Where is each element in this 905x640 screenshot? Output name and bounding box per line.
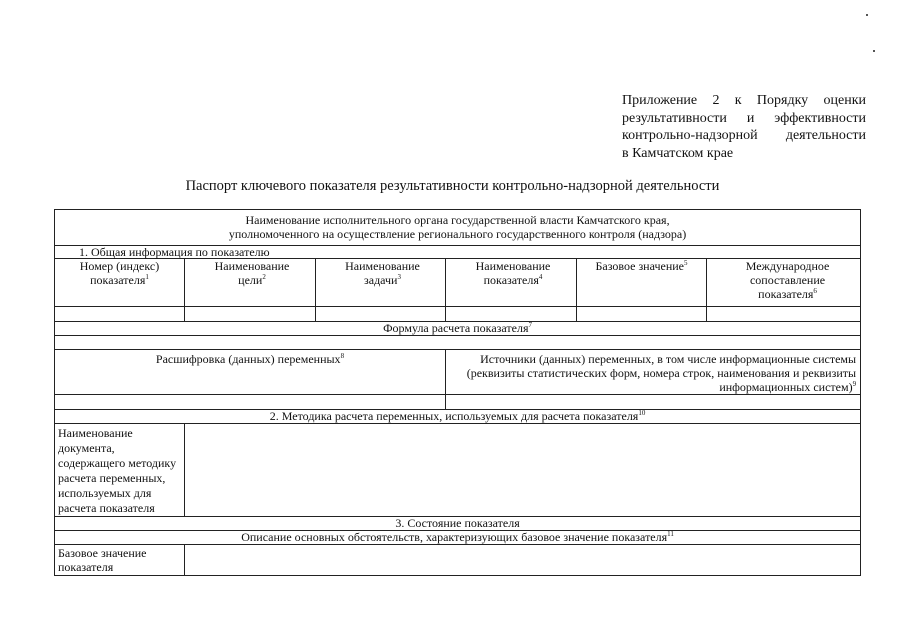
base-value-row	[55, 545, 861, 576]
sources-heading: Источники (данных) переменных, в том числе информационные системы (реквизиты статистических форм, номера строк, наименования и реквизиты информационных систем)$^9$	[446, 350, 861, 395]
formula-value-row	[55, 336, 861, 350]
document-title: Паспорт ключевого показателя результативности контрольно-надзорной деятельности	[185, 178, 720, 194]
organ-header-cell	[55, 210, 861, 246]
circumstances-row	[55, 531, 861, 545]
values-row	[55, 307, 861, 322]
formula-row	[55, 322, 861, 336]
value-cell	[55, 307, 185, 322]
formula-value-cell	[55, 336, 861, 350]
section-2-heading: 2. Методика расчета переменных, используемых для расчета показателя$^{10}$	[55, 410, 861, 424]
method-row	[55, 424, 861, 517]
column-header: Международное сопоставление показателя$^6$	[707, 259, 861, 307]
column-header: Номер (индекс) показателя$^1$	[55, 259, 185, 307]
organ-line: уполномоченного на осуществление регионального государственного контроля (надзора)	[228, 227, 687, 241]
scan-mark	[866, 14, 868, 16]
section-row	[55, 410, 861, 424]
column-header: Наименование показателя$^4$	[446, 259, 577, 307]
column-header: Наименование задачи$^3$	[316, 259, 446, 307]
value-cell	[577, 307, 707, 322]
appendix-line: результативности и эффективности	[622, 110, 866, 126]
appendix-line: в Камчатском крае	[622, 145, 734, 161]
section-3-heading: 3. Состояние показателя	[55, 517, 861, 531]
column-header: Наименование цели$^2$	[185, 259, 316, 307]
value-cell	[316, 307, 446, 322]
passport-table	[54, 209, 861, 576]
decoding-heading: Расшифровка (данных) переменных$^8$	[55, 350, 446, 395]
organ-row	[55, 210, 861, 246]
organ-line: Наименование исполнительного органа государственной власти Камчатского края,	[245, 213, 670, 227]
value-cell	[185, 307, 316, 322]
formula-heading: Формула расчета показателя$^7$	[55, 322, 861, 336]
columns-header-row	[55, 259, 861, 307]
appendix-line: контрольно-надзорной деятельности	[622, 128, 866, 143]
circumstances-heading: Описание основных обстоятельств, характеризующих базовое значение показателя$^{11}$	[55, 531, 861, 545]
base-value-cell	[185, 545, 861, 576]
section-row	[55, 246, 861, 259]
method-document-value	[185, 424, 861, 517]
appendix-note	[622, 92, 866, 162]
value-cell	[707, 307, 861, 322]
sources-value-cell	[446, 395, 861, 410]
appendix-line: Приложение 2 к Порядку оценки	[622, 93, 866, 108]
value-cell	[446, 307, 577, 322]
section-1-heading: 1. Общая информация по показателю	[55, 246, 861, 259]
variables-row	[55, 350, 861, 395]
base-value-label: Базовое значение показателя	[55, 545, 185, 576]
scan-mark	[873, 50, 875, 52]
decoding-value-cell	[55, 395, 446, 410]
section-row	[55, 517, 861, 531]
method-document-label: Наименование документа, содержащего методику расчета переменных, используемых для расчета показателя	[55, 424, 185, 517]
column-header: Базовое значение$^5$	[577, 259, 707, 307]
variables-value-row	[55, 395, 861, 410]
